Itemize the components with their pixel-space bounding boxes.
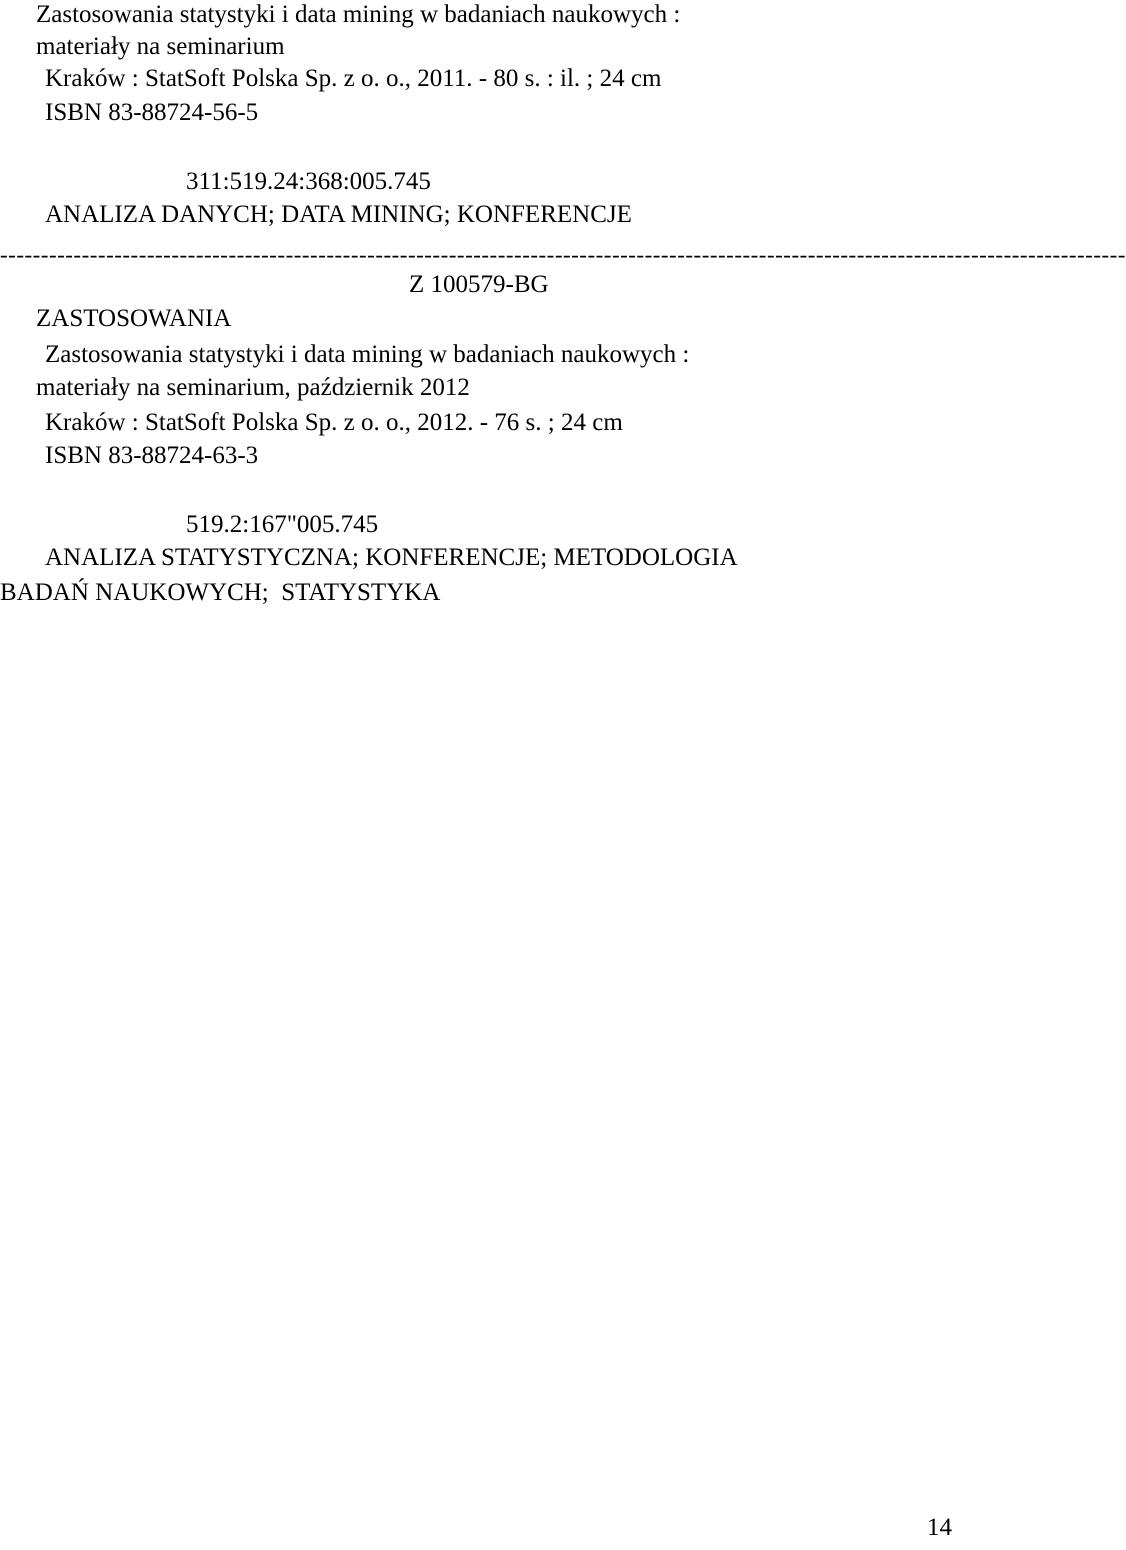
record-separator: ------------------------------------------------------------------------------------------------------------------------------------------ (0, 242, 1126, 267)
record-2-title-line-1: Zastosowania statystyki i data mining w badaniach naukowych : (45, 341, 690, 368)
record-2-title-line-2: materiały na seminarium, październik 2012 (36, 374, 470, 401)
record-1-imprint: Kraków : StatSoft Polska Sp. z o. o., 2011. - 80 s. : il. ; 24 cm (45, 65, 662, 92)
record-1-isbn: ISBN 83-88724-56-5 (45, 99, 259, 126)
record-2-isbn: ISBN 83-88724-63-3 (45, 442, 259, 469)
record-2-imprint: Kraków : StatSoft Polska Sp. z o. o., 2012. - 76 s. ; 24 cm (45, 409, 623, 436)
record-1-title-line-2: materiały na seminarium (36, 33, 285, 60)
record-2-call-number: Z 100579-BG (409, 271, 549, 298)
record-1-subjects: ANALIZA DANYCH; DATA MINING; KONFERENCJE (45, 201, 632, 228)
record-2-udc: 519.2:167"005.745 (186, 511, 379, 538)
page-number: 14 (927, 1514, 952, 1541)
record-1-title-line-1: Zastosowania statystyki i data mining w badaniach naukowych : (36, 1, 681, 28)
record-2-subjects-line-2: BADAŃ NAUKOWYCH; STATYSTYKA (0, 579, 441, 606)
record-1-udc: 311:519.24:368:005.745 (186, 168, 431, 195)
record-2-subjects-line-1: ANALIZA STATYSTYCZNA; KONFERENCJE; METODOLOGIA (45, 544, 738, 571)
record-2-heading: ZASTOSOWANIA (36, 305, 232, 332)
